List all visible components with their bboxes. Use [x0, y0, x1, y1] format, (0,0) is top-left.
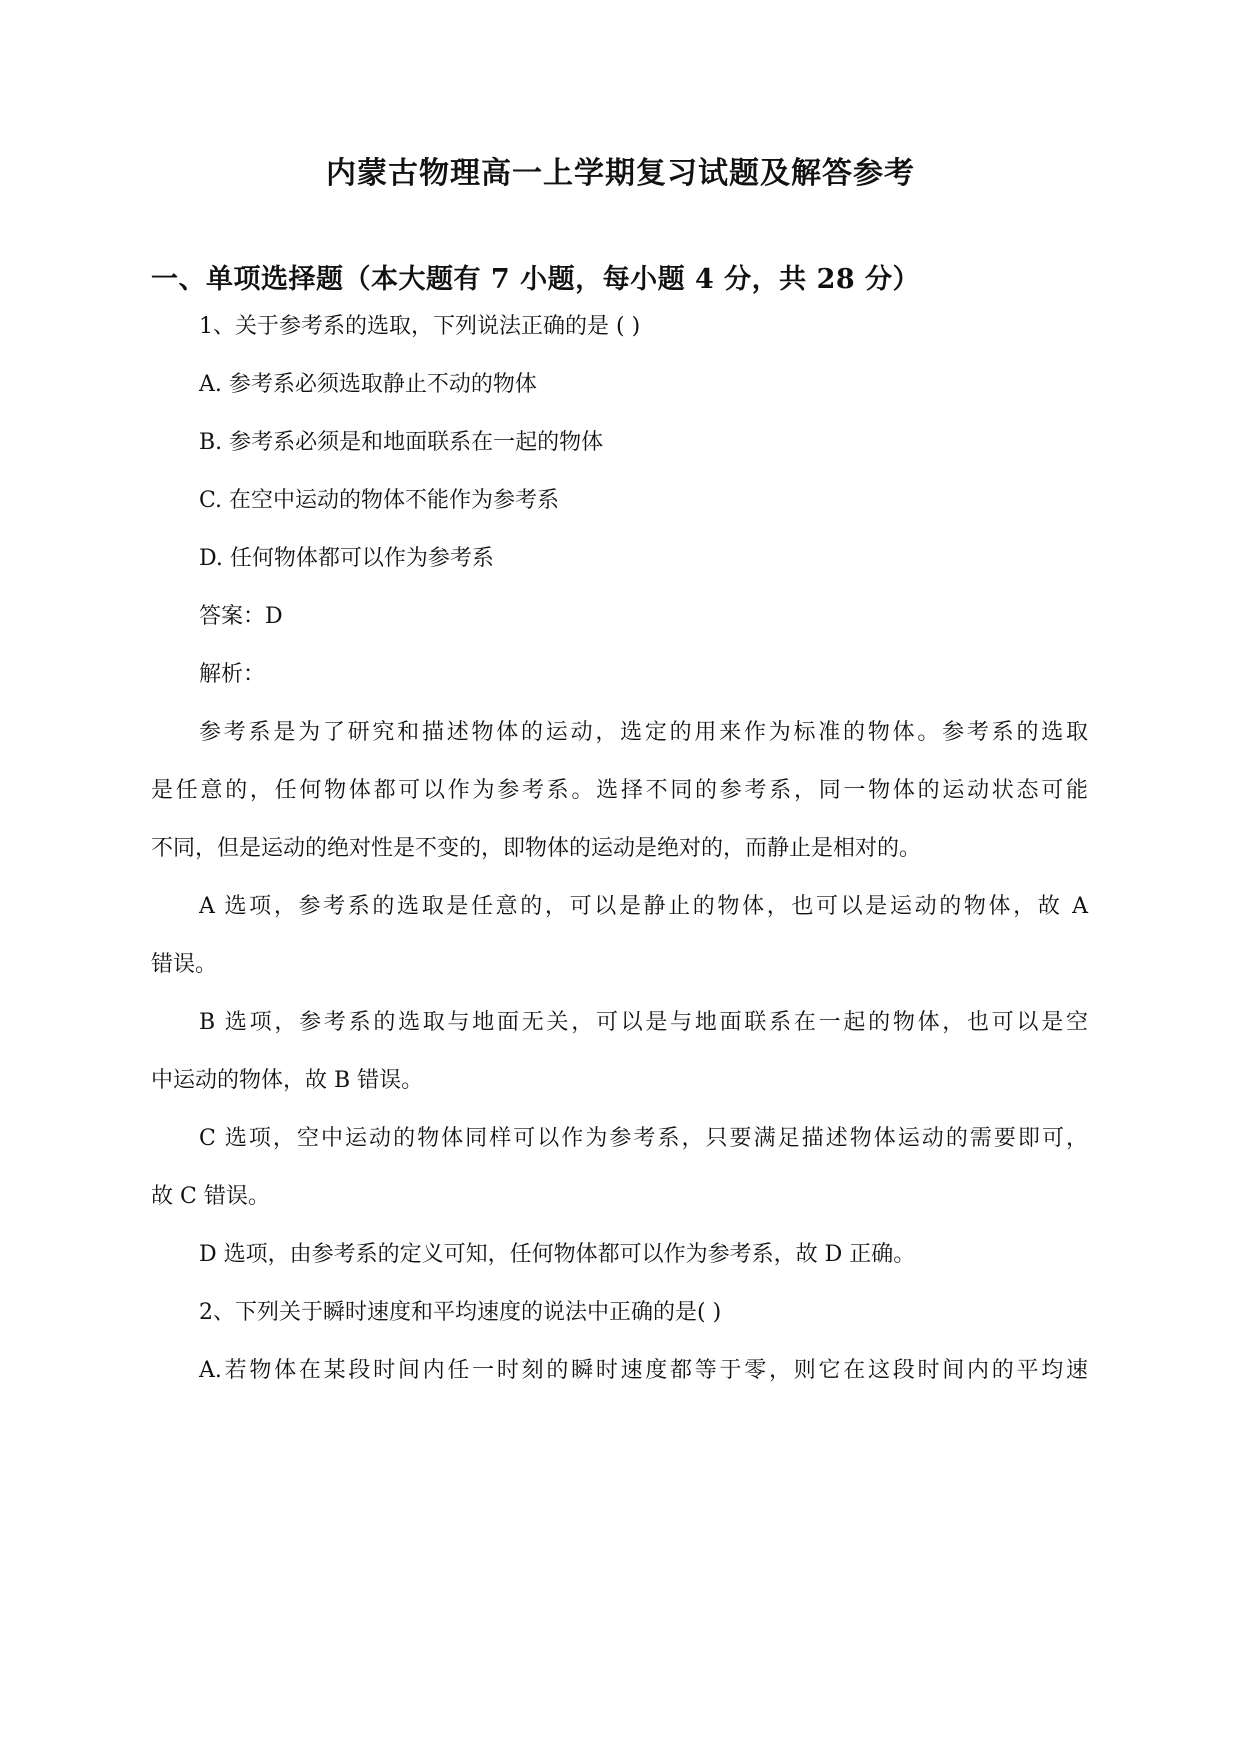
question-2-stem: 2、下列关于瞬时速度和平均速度的说法中正确的是( ) [199, 1300, 722, 1325]
option-a-explanation-line: A 选项，参考系的选取是任意的，可以是静止的物体，也可以是运动的物体，故 A [199, 894, 1088, 919]
question-1-stem: 1、关于参考系的选取，下列说法正确的是 ( ) [199, 314, 641, 339]
option-c-explanation-line: 故 C 错误。 [151, 1184, 270, 1209]
analysis-paragraph-line: 不同，但是运动的绝对性是不变的，即物体的运动是绝对的，而静止是相对的。 [151, 836, 922, 861]
question-1-option-c: C. 在空中运动的物体不能作为参考系 [199, 488, 560, 513]
analysis-paragraph-line: 参考系是为了研究和描述物体的运动，选定的用来作为标准的物体。参考系的选取 [199, 720, 1088, 745]
option-c-explanation-line: C 选项，空中运动的物体同样可以作为参考系，只要满足描述物体运动的需要即可， [199, 1126, 1088, 1151]
question-2-option-a: A.若物体在某段时间内任一时刻的瞬时速度都等于零，则它在这段时间内的平均速 [199, 1358, 1088, 1383]
question-1-option-d: D. 任何物体都可以作为参考系 [199, 546, 494, 571]
option-b-explanation-line: B 选项，参考系的选取与地面无关，可以是与地面联系在一起的物体，也可以是空 [199, 1010, 1088, 1035]
question-1-analysis-label: 解析： [199, 662, 266, 687]
option-b-explanation-line: 中运动的物体，故 B 错误。 [151, 1068, 424, 1093]
question-1-option-a: A. 参考系必须选取静止不动的物体 [199, 372, 537, 397]
page-title: 内蒙古物理高一上学期复习试题及解答参考 [326, 156, 915, 191]
option-a-explanation-line: 错误。 [151, 952, 218, 977]
question-1-option-b: B. 参考系必须是和地面联系在一起的物体 [199, 430, 604, 455]
question-1-answer: 答案：D [199, 604, 283, 629]
section-heading: 一、单项选择题（本大题有 7 小题，每小题 4 分，共 28 分） [151, 264, 921, 295]
analysis-paragraph-line: 是任意的，任何物体都可以作为参考系。选择不同的参考系，同一物体的运动状态可能 [151, 778, 1088, 803]
option-d-explanation-line: D 选项，由参考系的定义可知，任何物体都可以作为参考系，故 D 正确。 [199, 1242, 916, 1267]
